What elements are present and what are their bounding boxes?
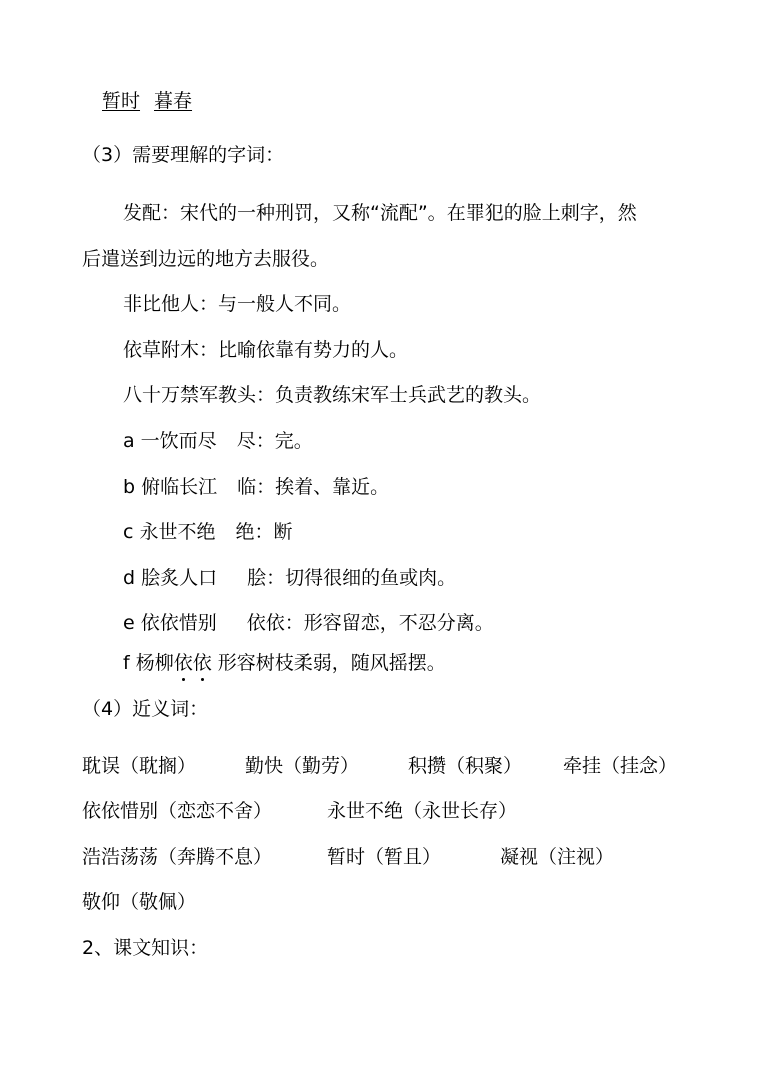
synonym-10: 敬仰（敬佩） <box>82 891 197 913</box>
item-c-phrase: c 永世不绝 <box>123 521 216 543</box>
item-b <box>123 475 389 499</box>
synonym-1: 耽误（耽搁） <box>82 755 197 777</box>
section-3-title: （3）需要理解的字词： <box>82 144 285 166</box>
synonym-4: 牵挂（挂念） <box>563 755 678 777</box>
item-f-dotted-char-1: 依 <box>173 652 193 674</box>
section-2-title: 2、课文知识： <box>82 937 209 959</box>
synonym-5: 依依惜别（恋恋不舍） <box>82 800 273 822</box>
item-e <box>123 611 494 635</box>
header-word-2: 暮春 <box>154 90 193 112</box>
item-a-phrase: a 一饮而尽 <box>123 430 217 452</box>
item-f-phrase-prefix: f 杨柳 <box>123 652 174 674</box>
item-c-gloss: 绝：断 <box>235 521 293 543</box>
header-word-1: 暂时 <box>102 90 141 112</box>
entry-feibitaren: 非比他人：与一般人不同。 <box>123 293 352 315</box>
synonym-7: 浩浩荡荡（奔腾不息） <box>82 846 273 868</box>
item-d <box>123 566 456 590</box>
synonym-2: 勤快（勤劳） <box>245 755 360 777</box>
item-a <box>123 429 313 453</box>
item-b-gloss: 临：挨着、靠近。 <box>237 476 390 498</box>
section-4-title: （4）近义词： <box>82 698 209 720</box>
entry-jiaotou: 八十万禁军教头：负责教练宋军士兵武艺的教头。 <box>123 384 542 406</box>
synonym-8: 暂时（暂且） <box>327 846 442 868</box>
item-d-phrase: d 脍炙人口 <box>123 567 218 589</box>
entry-yicaofumu: 依草附木：比喻依靠有势力的人。 <box>123 339 409 361</box>
item-c <box>123 520 293 544</box>
header-words <box>102 89 192 113</box>
item-b-phrase: b 俯临长江 <box>123 476 218 498</box>
item-e-phrase: e 依依惜别 <box>123 612 217 634</box>
entry-fapei-line2: 后遣送到边远的地方去服役。 <box>82 248 330 270</box>
item-f-gloss: 形容树枝柔弱，随风摇摆。 <box>217 652 446 674</box>
entry-fapei-line1: 发配：宋代的一种刑罚，又称“流配”。在罪犯的脸上刺字，然 <box>123 202 637 224</box>
synonym-9: 凝视（注视） <box>500 846 615 868</box>
synonym-3: 积攒（积聚） <box>408 755 523 777</box>
item-f-dotted-char-2: 依 <box>192 652 212 674</box>
item-e-gloss: 依依：形容留恋，不忍分离。 <box>246 612 494 634</box>
synonym-6: 永世不绝（永世长存） <box>327 800 518 822</box>
item-d-gloss: 脍：切得很细的鱼或肉。 <box>247 567 457 589</box>
item-a-gloss: 尽：完。 <box>236 430 313 452</box>
item-f <box>123 651 446 675</box>
